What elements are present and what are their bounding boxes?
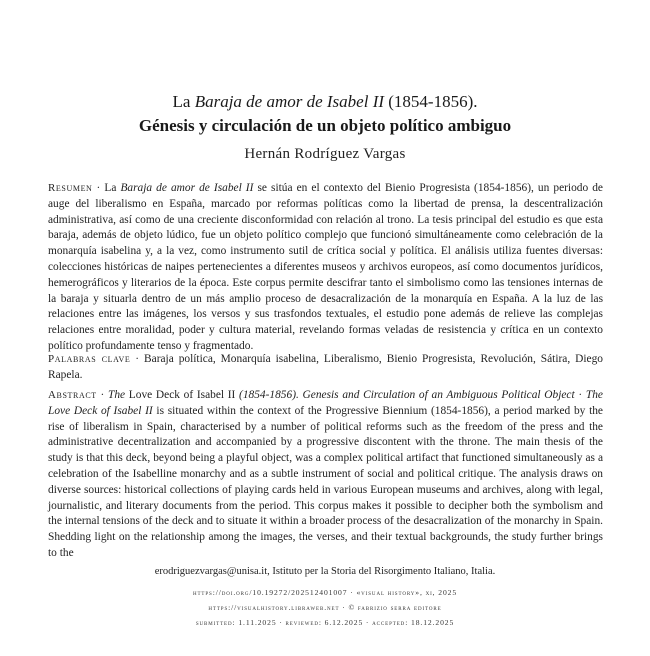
author-name: Hernán Rodríguez Vargas [244, 146, 406, 162]
submission-dates-line: submitted: 1.11.2025 · reviewed: 6.12.2025 · accepted: 18.12.2025 [195, 618, 455, 627]
title-prefix: La [172, 92, 195, 111]
abstract-italic-title: Love Deck of Isabel II [48, 404, 153, 417]
resumen-separator: · [96, 182, 101, 194]
resumen-italic-title: Baraja de amor de Isabel II [120, 182, 254, 194]
abstract-separator: · [100, 389, 105, 401]
abstract-title-pre: The [108, 389, 129, 401]
abstract-label: Abstract [48, 389, 97, 401]
website-line: https://visualhistory.libraweb.net · © fabrizio serra editore [208, 603, 442, 612]
keywords-paragraph [48, 352, 603, 384]
abstract-paragraph [48, 388, 603, 562]
article-title-line-2: Génesis y circulación de un objeto político ambiguo [138, 116, 512, 135]
author-affiliation: erodriguezvargas@unisa.it, Istituto per la Storia del Risorgimento Italiano, Italia. [154, 566, 496, 577]
resumen-label: Resumen [48, 182, 93, 194]
keywords-text: Baraja política, Monarquía isabelina, Liberalismo, Bienio Progresista, Revolución, Sátira, Diego Rapela. [48, 353, 603, 381]
abstract-text-pre: The [585, 389, 603, 401]
doi-line: https://doi.org/10.19272/202512401007 · «visual history», xi, 2025 [192, 588, 458, 597]
abstract-title-rest: (1854-1856). Genesis and Circulation of an Ambiguous Political Object [235, 389, 575, 401]
title-italic: Baraja de amor de Isabel II [194, 92, 385, 111]
resumen-text: se sitúa en el contexto del Bienio Progresista (1854-1856), un periodo de auge del liberalismo en España, marcado por reformas políticas como la libertad de prensa, la descentralización administrativa, así como de una creciente disconformidad con relación al trono. La tesis principal del estudio es que esta baraja, además de objeto lúdico, fue un objeto político complejo que funcionó simultáneamente como celebración de la monarquía isabelina y, a la vez, como instrumento sutil de crítica social y política. El análisis utiliza fuentes diversas: colecciones históricas de naipes pertenecientes a diferentes museos y archivos europeos, así como documentos jurídicos, hemerográficos y literarios de la época. Este corpus permite descifrar tanto el simbolismo como las tensiones internas de la baraja y situarla dentro de un más amplio proceso de desacralización de la monarquía en España. A la luz de las relaciones entre las imágenes, los versos y sus trasfondos textuales, el estudio pone además de relieve las complejas relaciones entre moralidad, poder y cultura material, revelando formas veladas de resistencia y crítica en un contexto político profundamente tenso y fragmentado. [48, 182, 603, 352]
resumen-text-pre: La [100, 182, 121, 194]
abstract-text: is situated within the context of the Progressive Biennium (1854-1856), a period marked by the rise of liberalism in Spain, characterised by a number of political reforms such as the freedom of the press and the administrative decentralization and accompanied by a progressive discontent with the throne. The main thesis of the study is that this deck, beyond being a playful object, was a complex political artifact that functioned simultaneously as a celebration of the Isabelline monarchy and as a subtle instrument of social and political critique. The analysis draws on diverse sources: historical collections of playing cards held in various European museums and archives, along with legal, journalistic, and literary documents from the period. This corpus makes it possible to decipher both the symbolism and the internal tensions of the deck and to situate it within a broader process of the desacralization of the monarchy in Spain. Shedding light on the relationship among the images, the verses, and their textual backgrounds, the study further brings to the [48, 404, 603, 559]
article-title-line-1 [0, 91, 650, 113]
keywords-label: Palabras clave [48, 353, 131, 365]
title-years: (1854-1856). [384, 92, 478, 111]
keywords-separator: · [135, 353, 140, 365]
abstract-separator-2: · [574, 389, 586, 401]
resumen-paragraph [48, 181, 603, 355]
abstract-title-roman: Love Deck of Isabel II [128, 389, 236, 401]
